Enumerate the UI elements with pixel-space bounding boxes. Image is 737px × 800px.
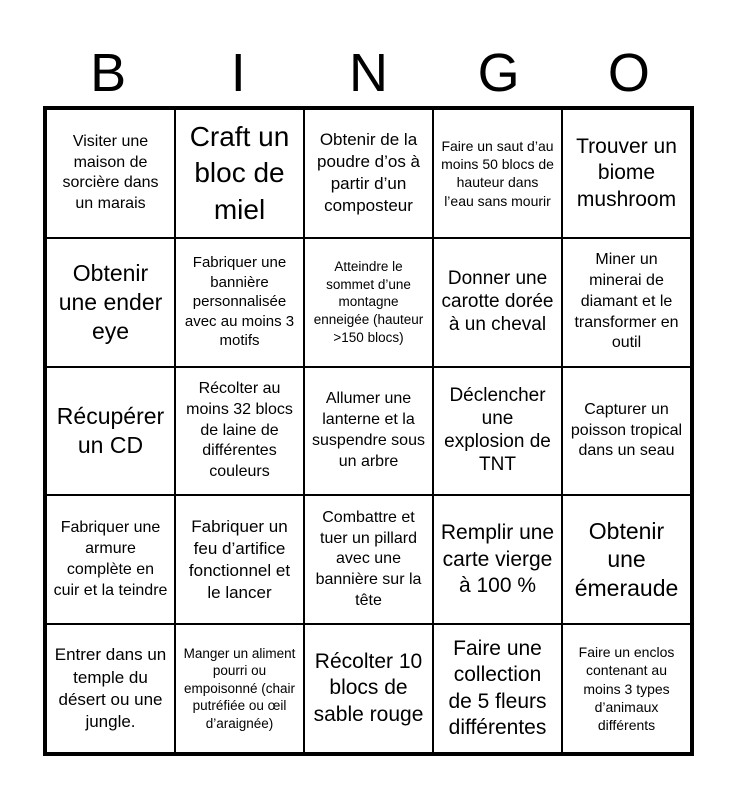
- cell-text: Atteindre le sommet d’une montagne enneigée (hauteur >150 blocs): [313, 259, 424, 345]
- bingo-cell[interactable]: [175, 109, 304, 238]
- cell-text: Récupérer un CD: [56, 403, 165, 458]
- cell-text: Obtenir une émeraude: [574, 517, 679, 602]
- bingo-cell[interactable]: [433, 367, 562, 496]
- bingo-cell[interactable]: [304, 495, 433, 624]
- bingo-cell[interactable]: [304, 238, 433, 367]
- cell-text: Fabriquer une bannière personnalisée avec au moins 3 motifs: [184, 254, 295, 350]
- cell-text: Récolter 10 blocs de sable rouge: [313, 650, 424, 726]
- bingo-cell[interactable]: [562, 495, 691, 624]
- cell-text: Faire un enclos contenant au moins 3 types d’animaux différents: [578, 644, 675, 733]
- bingo-cell[interactable]: [562, 109, 691, 238]
- header-letter-b: B: [90, 43, 127, 103]
- bingo-cell[interactable]: [562, 624, 691, 753]
- bingo-cell[interactable]: [562, 367, 691, 496]
- bingo-cell[interactable]: [46, 624, 175, 753]
- bingo-grid: [43, 106, 694, 756]
- header-letter-n: N: [348, 43, 388, 103]
- bingo-cell[interactable]: [46, 495, 175, 624]
- bingo-cell[interactable]: [46, 238, 175, 367]
- bingo-cell[interactable]: [433, 238, 562, 367]
- bingo-cell[interactable]: [433, 495, 562, 624]
- header-letter-g: G: [477, 43, 520, 103]
- cell-text: Faire un saut d’au moins 50 blocs de hauteur dans l’eau sans mourir: [441, 138, 554, 209]
- cell-text: Faire une collection de 5 fleurs différentes: [448, 637, 547, 739]
- cell-text: Donner une carotte dorée à un cheval: [441, 268, 554, 335]
- bingo-cell[interactable]: [304, 624, 433, 753]
- cell-text: Récolter au moins 32 blocs de laine de différentes couleurs: [186, 380, 293, 481]
- bingo-cell[interactable]: [433, 109, 562, 238]
- cell-text: Manger un aliment pourri ou empoisonné (chair putréfiée ou œil d’araignée): [183, 645, 296, 731]
- cell-text: Craft un bloc de miel: [189, 120, 290, 225]
- bingo-cell[interactable]: [304, 367, 433, 496]
- cell-text: Trouver un biome mushroom: [576, 135, 677, 211]
- bingo-cell[interactable]: [175, 495, 304, 624]
- header-letter-i: I: [230, 43, 246, 103]
- bingo-cell[interactable]: [175, 624, 304, 753]
- bingo-header: [43, 40, 694, 106]
- bingo-cell[interactable]: [175, 367, 304, 496]
- cell-text: Visiter une maison de sorcière dans un marais: [62, 132, 159, 213]
- cell-text: Capturer un poisson tropical dans un seau: [570, 400, 683, 460]
- header-letter-o: O: [607, 43, 650, 103]
- bingo-cell[interactable]: [175, 238, 304, 367]
- cell-text: Miner un minerai de diamant et le transformer en outil: [574, 251, 679, 352]
- cell-text: Combattre et tuer un pillard avec une bannière sur la tête: [315, 508, 422, 609]
- cell-text: Obtenir de la poudre d’os à partir d’un composteur: [316, 130, 421, 216]
- bingo-cell[interactable]: [562, 238, 691, 367]
- bingo-cell[interactable]: [433, 624, 562, 753]
- bingo-cell[interactable]: [46, 109, 175, 238]
- cell-text: Entrer dans un temple du désert ou une jungle.: [54, 645, 167, 731]
- cell-text: Allumer une lanterne et la suspendre sous un arbre: [312, 390, 425, 470]
- cell-text: Obtenir une ender eye: [58, 260, 163, 344]
- cell-text: Fabriquer une armure complète en cuir et la teindre: [53, 519, 168, 599]
- cell-text: Fabriquer un feu d’artifice fonctionnel et le lancer: [188, 516, 291, 602]
- cell-text: Remplir une carte vierge à 100 %: [440, 521, 555, 597]
- cell-text: Déclencher une explosion de TNT: [444, 385, 551, 475]
- bingo-cell[interactable]: [304, 109, 433, 238]
- bingo-cell[interactable]: [46, 367, 175, 496]
